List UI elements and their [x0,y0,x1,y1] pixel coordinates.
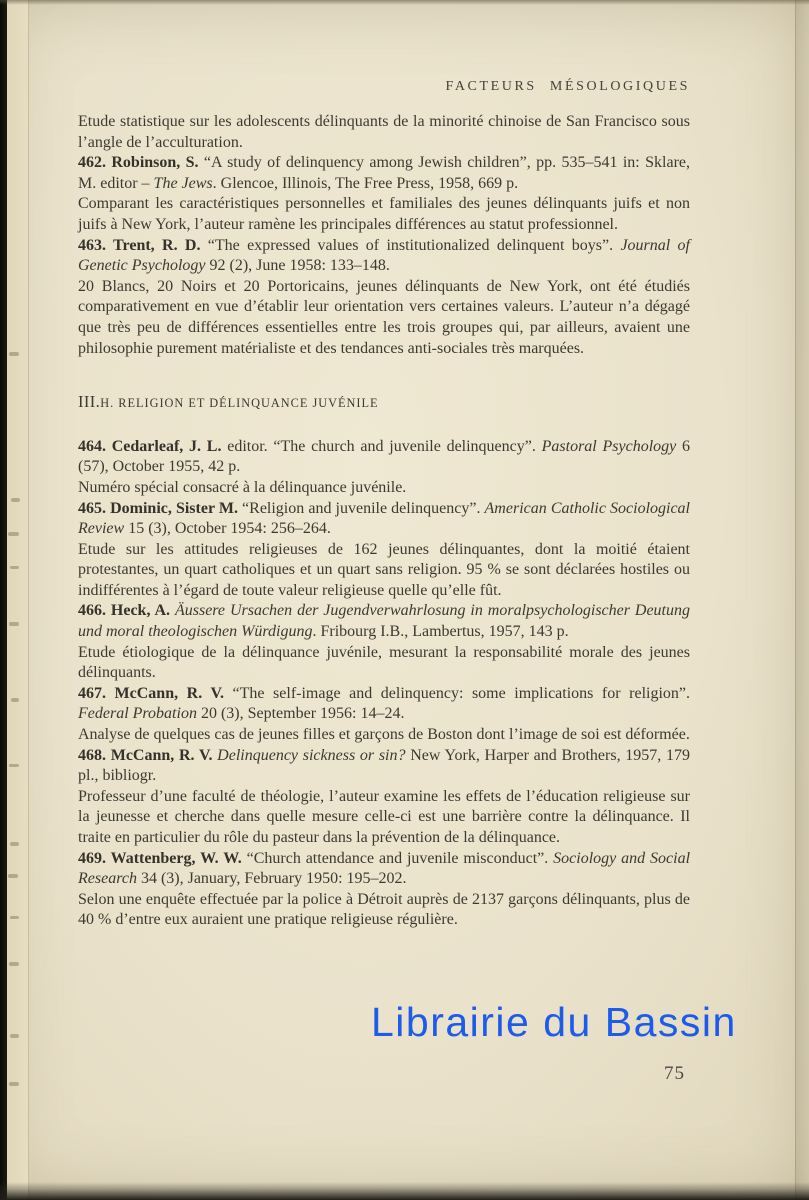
entry-464-note: Numéro spécial consacré à la délinquance juvénile. [78,478,407,496]
page-edge-mark [11,698,19,702]
entry-464-citation: 464. Cedarleaf, J. L. editor. “The church and juvenile delinquency”. Pastoral Psychology 6 (57), October 1955, 42 p. [78,437,691,476]
entry-468-note: Professeur d’une faculté de théologie, l’auteur examine les effets de l’éducation religieuse sur la jeunesse et cherche dans quelle mesure celle-ci est une barrière contre la délinquance. Il traite en particulier du rôle du pasteur dans la prévention de la délinquance. [78,787,690,846]
entry-467-note: Analyse de quelques cas de jeunes filles et garçons de Boston dont l’image de soi est déformée. [78,726,690,744]
entry-465-citation: 465. Dominic, Sister M. “Religion and juvenile delinquency”. American Catholic Sociological Review 15 (3), October 1954: 256–264. [78,499,690,538]
page-edge-mark [9,1082,19,1086]
page-right-edge [795,0,809,1200]
photo-top-shadow [0,0,809,5]
entry-467-citation: 467. McCann, R. V. “The self-image and delinquency: some implications for religion”. Federal Probation 20 (3), September 1956: 14–24. [78,684,691,723]
entry-463-note: 20 Blancs, 20 Noirs et 20 Portoricains, jeunes délinquants de New York, ont été étudiés comparativement en vue d’établir leur orientation vers certaines valeurs. L’auteur n’a dégagé que très peu de différences essentielles entre les trois groupes qui, par ailleurs, avaient une philosophie purement matérialiste et des tendances anti-sociales très marquées. [78,277,690,357]
page-edge-mark [9,352,19,356]
page-edge-mark [8,874,18,878]
page-edge-band [7,0,29,1200]
page-edge-mark [10,566,19,569]
book-gutter-edge [0,0,7,1200]
section-heading-III-H: III.H. RELIGION ET DÉLINQUANCE JUVÉNILE [78,392,379,412]
entry-466-citation: 466. Heck, A. Äussere Ursachen der Jugendverwahrlosung in moralpsychologischer Deutung und moral theologischen Würdigung. Fribourg I.B., Lambertus, 1957, 143 p. [78,602,691,641]
page-edge-mark [10,842,19,846]
photo-bottom-shadow [0,1182,809,1200]
page-edge-mark [10,1034,19,1038]
entry-466-note: Etude étiologique de la délinquance juvénile, mesurant la responsabilité morale des jeunes délinquants. [78,643,690,682]
running-header: FACTEURS MÉSOLOGIQUES [445,79,690,94]
page-edge-mark [8,532,19,536]
entry-465-note: Etude sur les attitudes religieuses de 162 jeunes délinquantes, dont la moitié étaient protestantes, un quart catholiques et un quart sans religion. 95 % se sont déclarées hostiles ou indifférentes à l’égard de toute valeur religieuse quelle qu’elle fût. [78,540,690,599]
page-edge-mark [9,764,19,767]
bookseller-watermark: Librairie du Bassin [371,999,737,1045]
text-block [78,112,690,931]
entry-469-note: Selon une enquête effectuée par la police à Détroit auprès de 2137 garçons délinquants, plus de 40 % d’entre eux auraient une pratique religieuse régulière. [78,890,690,929]
page-edge-mark [10,916,19,919]
page-edge-mark [9,622,19,626]
entry-461-continuation: Etude statistique sur les adolescents délinquants de la minorité chinoise de San Francisco sous l’angle de l’acculturation. [78,113,690,151]
entry-463-citation: 463. Trent, R. D. “The expressed values of institutionalized delinquent boys”. Journal of Genetic Psychology 92 (2), June 1958: 133–148. [78,236,690,275]
entry-468-citation: 468. McCann, R. V. Delinquency sickness or sin? New York, Harper and Brothers, 1957, 179 pl., bibliogr. [78,746,691,785]
entry-462-note: Comparant les caractéristiques personnelles et familiales des jeunes délinquants juifs et non juifs à New York, l’auteur ramène les principales différences au statut professionnel. [78,195,690,233]
entry-462-citation: 462. Robinson, S. “A study of delinquency among Jewish children”, pp. 535–541 in: Sklare, M. editor – The Jews. Glencoe, Illinois, The Free Press, 1958, 669 p. [78,154,690,192]
page-edge-mark [9,962,19,966]
page-number: 75 [664,1063,685,1084]
entry-469-citation: 469. Wattenberg, W. W. “Church attendance and juvenile misconduct”. Sociology and Social Research 34 (3), January, February 1950: 195–202. [78,849,691,888]
page-edge-mark [11,498,20,502]
